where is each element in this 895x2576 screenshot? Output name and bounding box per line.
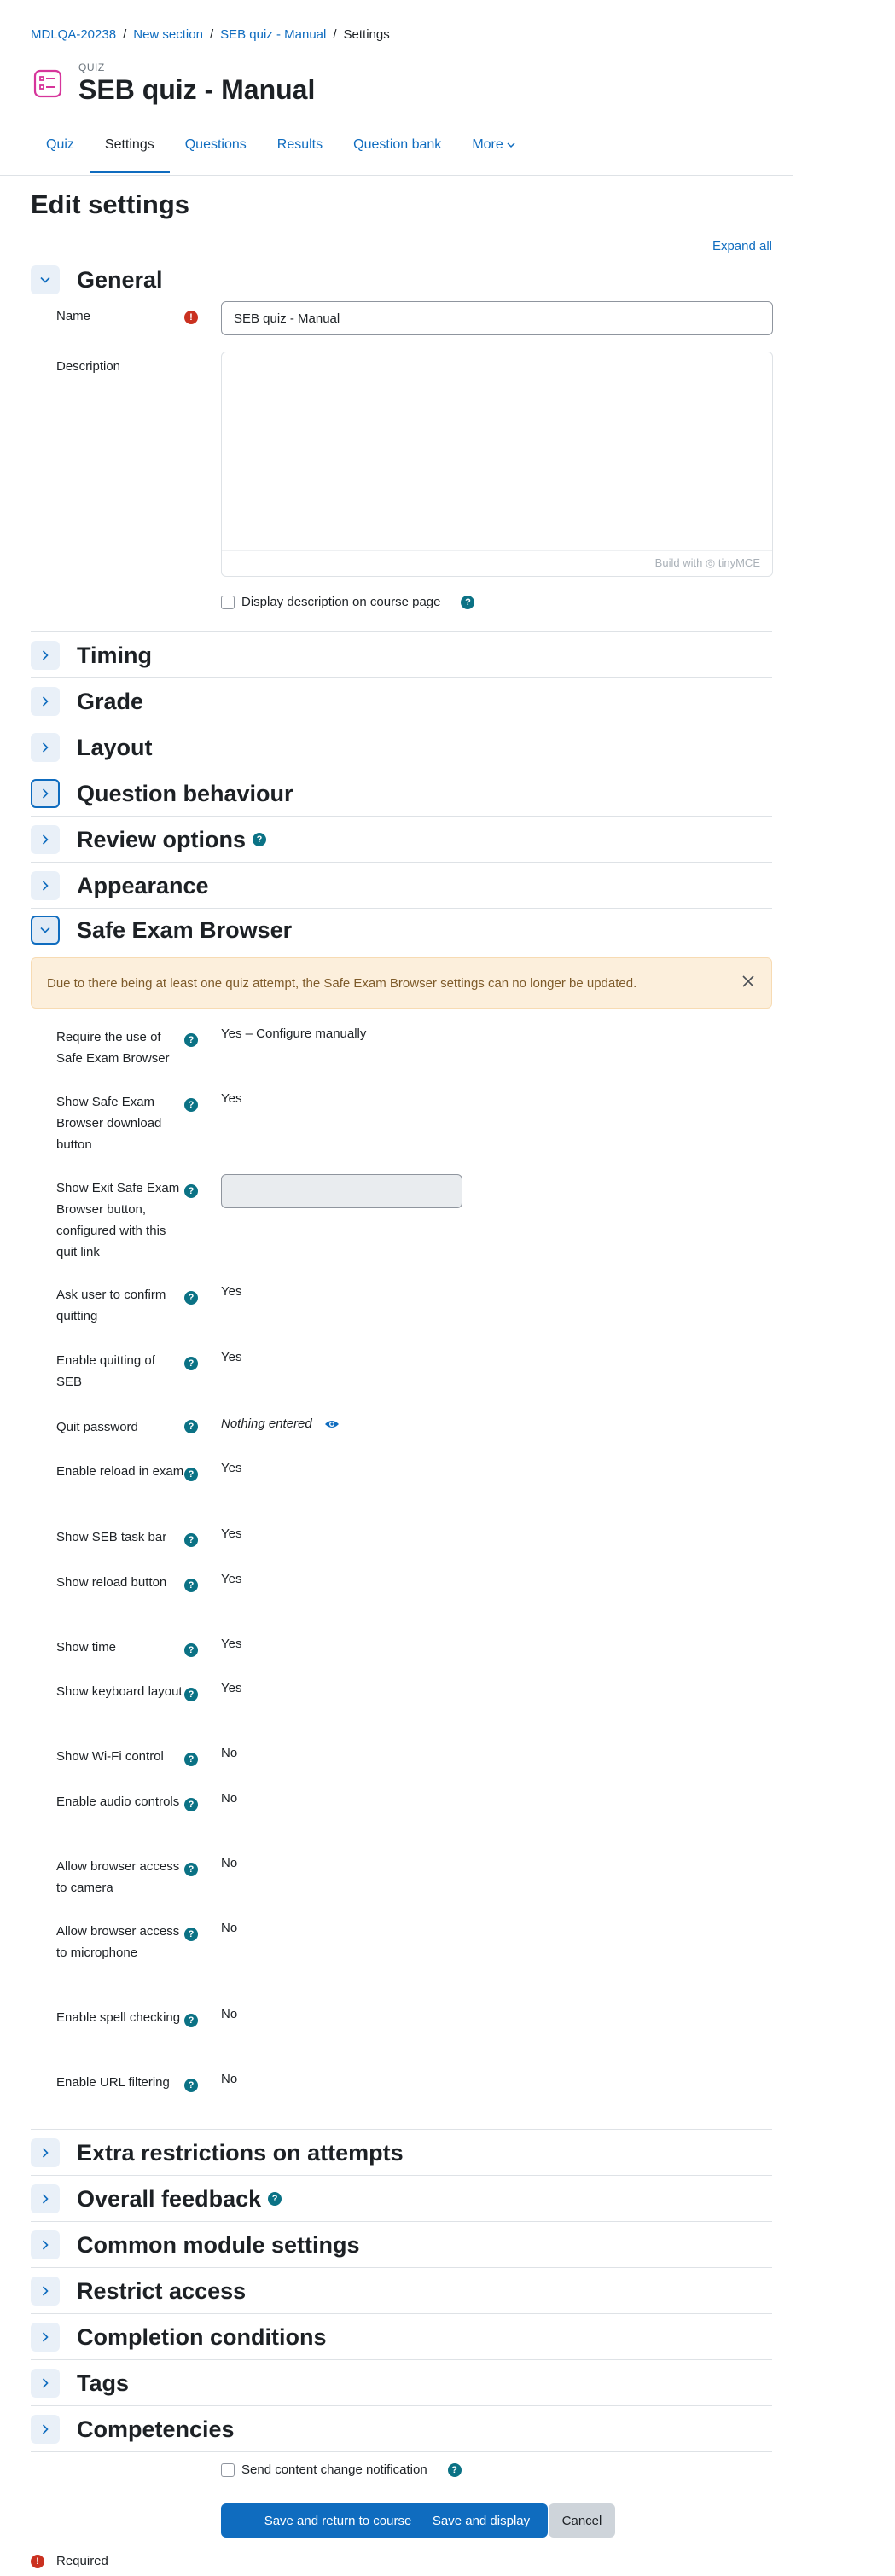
section-divider bbox=[31, 2313, 772, 2314]
help-icon[interactable]: ? bbox=[184, 1928, 198, 1941]
section-layout-header[interactable] bbox=[31, 733, 772, 762]
description-editor[interactable] bbox=[221, 352, 773, 577]
seb-row-label: Show Safe Exam Browser download button bbox=[56, 1095, 162, 1152]
help-icon[interactable]: ? bbox=[268, 2192, 282, 2206]
seb-row-label: Show Wi-Fi control bbox=[56, 1749, 164, 1764]
seb-row-value: Yes bbox=[221, 1637, 242, 1651]
expand-toggle[interactable] bbox=[31, 2230, 60, 2259]
tab-results[interactable]: Results bbox=[276, 137, 323, 152]
section-overall-feedback-header[interactable] bbox=[31, 2184, 772, 2213]
expand-toggle[interactable] bbox=[31, 871, 60, 900]
seb-row-value: No bbox=[221, 1746, 238, 1760]
help-icon[interactable]: ? bbox=[184, 1184, 198, 1198]
help-icon[interactable]: ? bbox=[184, 1863, 198, 1876]
name-label: Name bbox=[56, 309, 91, 323]
collapse-toggle[interactable] bbox=[31, 916, 60, 945]
seb-row-value: Yes bbox=[221, 1526, 242, 1541]
seb-row-value: No bbox=[221, 2007, 238, 2021]
expand-toggle[interactable] bbox=[31, 2277, 60, 2306]
help-icon[interactable]: ? bbox=[184, 1688, 198, 1701]
chevron-right-icon bbox=[38, 2330, 52, 2344]
seb-row-value: No bbox=[221, 1921, 238, 1935]
seb-row-value: No bbox=[221, 1856, 238, 1870]
seb-row-label: Enable reload in exam bbox=[56, 1464, 184, 1479]
expand-toggle[interactable] bbox=[31, 2184, 60, 2213]
section-restrict-access-header[interactable] bbox=[31, 2277, 772, 2306]
section-title: Tags bbox=[77, 2370, 130, 2396]
display-description-checkbox[interactable] bbox=[221, 596, 235, 609]
name-input[interactable] bbox=[221, 301, 773, 335]
chevron-right-icon bbox=[38, 787, 52, 800]
seb-row-label: Show reload button bbox=[56, 1575, 167, 1590]
seb-row-value: No bbox=[221, 2072, 238, 2086]
chevron-right-icon bbox=[38, 2376, 52, 2390]
quit-password-text: Nothing entered bbox=[221, 1416, 312, 1431]
required-icon: ! bbox=[184, 311, 198, 324]
alert-message: Due to there being at least one quiz attempt, the Safe Exam Browser settings can no longer be updated. bbox=[47, 975, 637, 991]
help-icon[interactable]: ? bbox=[184, 1643, 198, 1657]
section-divider bbox=[31, 2129, 772, 2130]
secondary-nav bbox=[31, 130, 531, 173]
save-display-button[interactable]: Save and display bbox=[415, 2503, 548, 2538]
expand-toggle[interactable] bbox=[31, 2138, 60, 2167]
seb-row-label: Enable spell checking bbox=[56, 2010, 181, 2025]
seb-row-label: Show Exit Safe Exam Browser button, configured with this quit link bbox=[56, 1181, 180, 1259]
help-icon[interactable]: ? bbox=[184, 2014, 198, 2027]
close-icon[interactable] bbox=[741, 974, 756, 992]
seb-row-label: Ask user to confirm quitting bbox=[56, 1288, 166, 1323]
breadcrumb-separator: / bbox=[123, 27, 127, 42]
section-general-header[interactable] bbox=[31, 265, 772, 294]
chevron-down-icon bbox=[38, 923, 52, 937]
section-competencies-header[interactable] bbox=[31, 2415, 772, 2444]
notify-checkbox[interactable] bbox=[221, 2463, 235, 2477]
chevron-right-icon bbox=[38, 741, 52, 754]
seb-row-value: Yes bbox=[221, 1461, 242, 1475]
seb-locked-alert bbox=[31, 957, 772, 1009]
help-icon[interactable]: ? bbox=[184, 1533, 198, 1547]
display-description-label: Display description on course page bbox=[241, 595, 441, 609]
seb-row-value: Yes – Configure manually bbox=[221, 1026, 367, 1041]
help-icon[interactable]: ? bbox=[184, 1357, 198, 1370]
section-appearance-header[interactable] bbox=[31, 871, 772, 900]
help-icon[interactable]: ? bbox=[184, 1420, 198, 1433]
section-title: Layout bbox=[77, 734, 153, 760]
breadcrumb bbox=[31, 27, 390, 42]
seb-row-value: No bbox=[221, 1791, 238, 1806]
section-title: Extra restrictions on attempts bbox=[77, 2139, 404, 2166]
tab-more[interactable] bbox=[456, 130, 530, 173]
expand-toggle[interactable] bbox=[31, 2323, 60, 2352]
help-icon[interactable]: ? bbox=[184, 1098, 198, 1112]
section-title: Completion conditions bbox=[77, 2323, 327, 2350]
tab-question-bank[interactable]: Question bank bbox=[353, 137, 442, 152]
breadcrumb-item-section[interactable]: New section bbox=[133, 27, 203, 42]
section-tags-header[interactable] bbox=[31, 2369, 772, 2398]
help-icon[interactable]: ? bbox=[184, 2079, 198, 2092]
help-icon[interactable]: ? bbox=[184, 1753, 198, 1766]
seb-row-label: Allow browser access to microphone bbox=[56, 1924, 180, 1960]
chevron-right-icon bbox=[38, 2238, 52, 2252]
edit-settings-heading: Edit settings bbox=[31, 189, 190, 219]
seb-row-value: Yes bbox=[221, 1681, 242, 1695]
required-note bbox=[31, 2554, 108, 2568]
section-title: Competencies bbox=[77, 2416, 235, 2442]
help-icon[interactable]: ? bbox=[184, 1468, 198, 1481]
page-title: SEB quiz - Manual bbox=[78, 74, 316, 105]
chevron-right-icon bbox=[38, 2192, 52, 2206]
section-divider bbox=[31, 631, 772, 632]
seb-row-value: Yes bbox=[221, 1091, 242, 1106]
section-divider bbox=[31, 2221, 772, 2222]
seb-row-value: Yes bbox=[221, 1284, 242, 1299]
eye-icon[interactable] bbox=[324, 1418, 340, 1430]
seb-row-label: Quit password bbox=[56, 1420, 138, 1434]
help-icon[interactable]: ? bbox=[184, 1579, 198, 1592]
help-icon[interactable]: ? bbox=[184, 1798, 198, 1811]
section-divider bbox=[31, 2267, 772, 2268]
section-title: Overall feedback bbox=[77, 2185, 262, 2212]
section-title: General bbox=[77, 266, 163, 293]
breadcrumb-separator: / bbox=[333, 27, 337, 42]
breadcrumb-item-quiz[interactable]: SEB quiz - Manual bbox=[220, 27, 327, 42]
section-timing-header[interactable] bbox=[31, 641, 772, 670]
header-text bbox=[78, 60, 315, 106]
section-extra-restrictions-header[interactable] bbox=[31, 2138, 772, 2167]
help-icon[interactable]: ? bbox=[448, 2463, 462, 2477]
expand-toggle[interactable] bbox=[31, 825, 60, 854]
seb-row-value: Yes bbox=[221, 1350, 242, 1364]
chevron-right-icon bbox=[38, 2284, 52, 2298]
seb-row-value: Yes bbox=[221, 1572, 242, 1586]
seb-row-label: Show SEB task bar bbox=[56, 1530, 167, 1544]
display-description-row bbox=[221, 595, 474, 609]
section-title: Safe Exam Browser bbox=[77, 916, 293, 943]
expand-toggle[interactable] bbox=[31, 641, 60, 670]
expand-toggle[interactable] bbox=[31, 2415, 60, 2444]
seb-row-label: Show time bbox=[56, 1640, 117, 1654]
required-note-label: Required bbox=[56, 2554, 108, 2568]
seb-row-label: Enable quitting of SEB bbox=[56, 1353, 155, 1389]
tab-questions[interactable]: Questions bbox=[184, 137, 247, 152]
section-divider bbox=[31, 816, 772, 817]
section-common-module-settings-header[interactable] bbox=[31, 2230, 772, 2259]
chevron-right-icon bbox=[38, 879, 52, 893]
save-return-button[interactable]: Save and return to course bbox=[221, 2503, 455, 2538]
help-icon[interactable]: ? bbox=[253, 833, 266, 846]
seb-row-label: Allow browser access to camera bbox=[56, 1859, 180, 1895]
page-header bbox=[31, 60, 315, 106]
chevron-right-icon bbox=[38, 833, 52, 846]
tab-quiz[interactable]: Quiz bbox=[46, 137, 74, 152]
seb-row-label: Enable audio controls bbox=[56, 1794, 180, 1809]
required-icon: ! bbox=[31, 2555, 44, 2568]
section-divider bbox=[31, 862, 772, 863]
chevron-down-icon bbox=[38, 273, 52, 287]
chevron-right-icon bbox=[38, 2146, 52, 2160]
section-title: Review options bbox=[77, 826, 247, 852]
chevron-right-icon bbox=[38, 2422, 52, 2436]
section-grade-header[interactable] bbox=[31, 687, 772, 716]
expand-toggle[interactable] bbox=[31, 2369, 60, 2398]
expand-toggle[interactable] bbox=[31, 687, 60, 716]
tab-more-label: More bbox=[472, 137, 503, 152]
section-title: Timing bbox=[77, 642, 153, 668]
section-divider bbox=[31, 2451, 772, 2452]
expand-toggle[interactable] bbox=[31, 779, 60, 808]
seb-row-label: Enable URL filtering bbox=[56, 2075, 170, 2090]
section-safe-exam-browser-header[interactable] bbox=[31, 916, 772, 945]
section-divider bbox=[31, 2405, 772, 2406]
breadcrumb-item-course[interactable]: MDLQA-20238 bbox=[31, 27, 117, 42]
expand-toggle[interactable] bbox=[31, 733, 60, 762]
section-review-options-header[interactable] bbox=[31, 825, 772, 854]
editor-footer: Build with ◎ tinyMCE bbox=[222, 550, 772, 576]
quiz-icon bbox=[31, 67, 65, 101]
help-icon[interactable]: ? bbox=[184, 1291, 198, 1305]
section-title: Question behaviour bbox=[77, 780, 293, 806]
breadcrumb-separator: / bbox=[209, 27, 214, 42]
seb-row-label: Require the use of Safe Exam Browser bbox=[56, 1030, 170, 1066]
help-icon[interactable]: ? bbox=[461, 596, 474, 609]
notify-row bbox=[221, 2463, 462, 2477]
chevron-down-icon bbox=[507, 141, 515, 149]
section-title: Common module settings bbox=[77, 2231, 360, 2258]
expand-all-wrap bbox=[31, 239, 772, 253]
description-label: Description bbox=[56, 359, 121, 374]
quit-link-input bbox=[221, 1174, 462, 1208]
section-divider bbox=[31, 908, 772, 909]
section-question-behaviour-header[interactable] bbox=[31, 779, 772, 808]
section-divider bbox=[31, 677, 772, 678]
activity-type-label: QUIZ bbox=[78, 61, 105, 73]
quit-password-value bbox=[221, 1416, 340, 1431]
chevron-right-icon bbox=[38, 695, 52, 708]
cancel-button[interactable]: Cancel bbox=[549, 2503, 615, 2538]
section-completion-conditions-header[interactable] bbox=[31, 2323, 772, 2352]
chevron-right-icon bbox=[38, 648, 52, 662]
tabs-divider bbox=[0, 175, 793, 176]
seb-row-label: Show keyboard layout bbox=[56, 1684, 183, 1699]
section-title: Grade bbox=[77, 688, 144, 714]
section-title: Appearance bbox=[77, 872, 209, 898]
tab-settings[interactable]: Settings bbox=[90, 130, 170, 173]
expand-all-link[interactable]: Expand all bbox=[712, 239, 772, 253]
help-icon[interactable]: ? bbox=[184, 1033, 198, 1047]
notify-label: Send content change notification bbox=[241, 2463, 427, 2477]
breadcrumb-current: Settings bbox=[343, 27, 390, 42]
section-divider bbox=[31, 2175, 772, 2176]
section-title: Restrict access bbox=[77, 2277, 247, 2304]
section-divider bbox=[31, 2359, 772, 2360]
collapse-toggle[interactable] bbox=[31, 265, 60, 294]
